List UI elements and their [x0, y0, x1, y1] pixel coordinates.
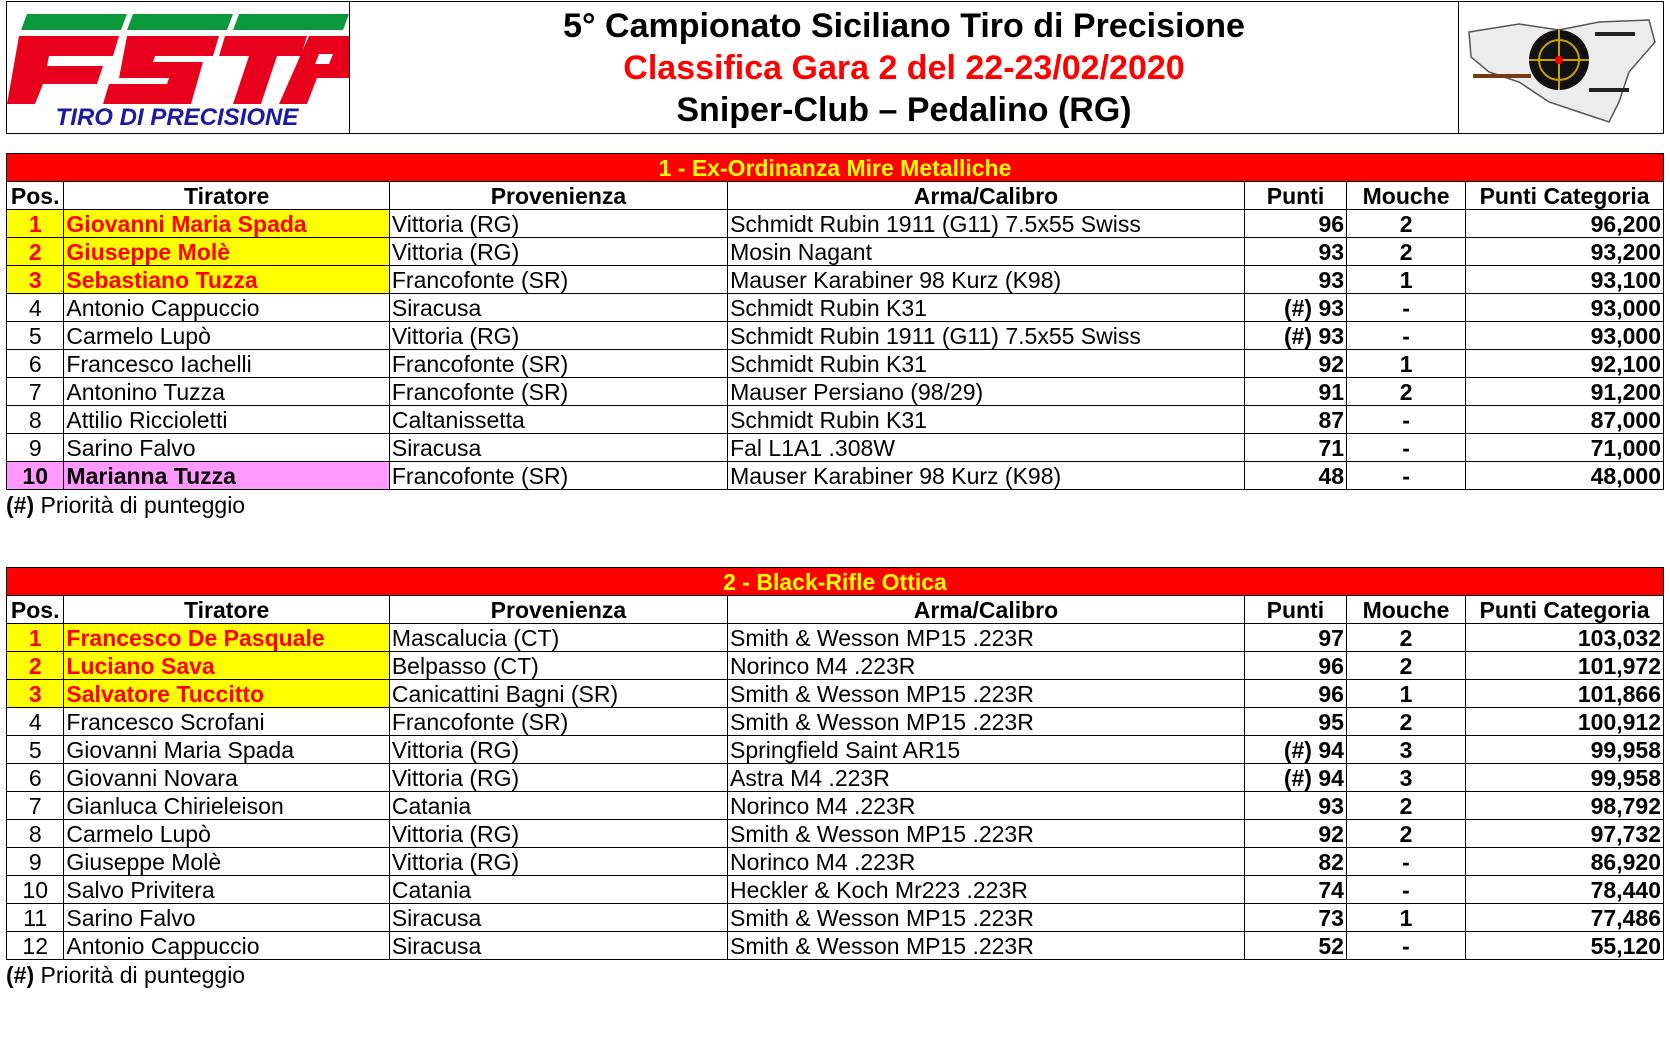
origin: Francofonte (SR) [389, 708, 727, 736]
page-subtitle: Classifica Gara 2 del 22-23/02/2020 [623, 49, 1185, 87]
mouche: 2 [1346, 792, 1465, 820]
shooter-name: Sarino Falvo [64, 434, 389, 462]
venue-title: Sniper-Club – Pedalino (RG) [676, 91, 1132, 129]
rank-position: 3 [7, 266, 64, 294]
rank-position: 12 [7, 932, 64, 960]
col-punti: Punti [1244, 596, 1346, 624]
page-title: 5° Campionato Siciliano Tiro di Precisione [563, 7, 1245, 45]
origin: Vittoria (RG) [389, 736, 727, 764]
mouche: - [1346, 876, 1465, 904]
rank-position: 4 [7, 708, 64, 736]
rank-position: 8 [7, 820, 64, 848]
sicily-emblem [1458, 2, 1663, 133]
shooter-name: Francesco Iachelli [64, 350, 389, 378]
origin: Francofonte (SR) [389, 462, 727, 490]
weapon-caliber: Mauser Persiano (98/29) [728, 378, 1245, 406]
origin: Caltanissetta [389, 406, 727, 434]
shooter-name: Giuseppe Molè [64, 238, 389, 266]
points: (#) 93 [1244, 294, 1346, 322]
table-row [7, 378, 1664, 406]
category-points: 93,000 [1466, 294, 1664, 322]
points: 91 [1244, 378, 1346, 406]
category-points: 101,866 [1466, 680, 1664, 708]
points: 52 [1244, 932, 1346, 960]
rank-position: 5 [7, 736, 64, 764]
rank-position: 9 [7, 434, 64, 462]
shooter-name: Marianna Tuzza [64, 462, 389, 490]
logo-subtitle: TIRO DI PRECISIONE [55, 104, 299, 131]
priority-note [6, 491, 1664, 519]
table-row [7, 764, 1664, 792]
table-row [7, 708, 1664, 736]
sicily-map-icon [1459, 2, 1663, 133]
weapon-caliber: Heckler & Koch Mr223 .223R [728, 876, 1245, 904]
mouche: 1 [1347, 350, 1466, 378]
weapon-caliber: Schmidt Rubin 1911 (G11) 7.5x55 Swiss [728, 322, 1245, 350]
weapon-caliber: Norinco M4 .223R [728, 848, 1245, 876]
category-header [7, 154, 1664, 182]
ranking-table [6, 567, 1664, 960]
table-row [7, 848, 1664, 876]
weapon-caliber: Smith & Wesson MP15 .223R [728, 904, 1245, 932]
weapon-caliber: Smith & Wesson MP15 .223R [728, 624, 1245, 652]
col-pos: Pos. [7, 182, 64, 210]
category-points: 100,912 [1466, 708, 1664, 736]
ranking-table [6, 153, 1664, 490]
points: 82 [1244, 848, 1346, 876]
mouche: 2 [1346, 624, 1465, 652]
rank-position: 10 [7, 462, 64, 490]
points: 97 [1244, 624, 1346, 652]
category-points: 101,972 [1466, 652, 1664, 680]
priority-note [6, 961, 1664, 989]
table-row [7, 932, 1664, 960]
category-points: 93,200 [1466, 238, 1664, 266]
column-headers [7, 182, 1664, 210]
points: 95 [1244, 708, 1346, 736]
rank-position: 10 [7, 876, 64, 904]
weapon-caliber: Schmidt Rubin K31 [728, 406, 1245, 434]
shooter-name: Giuseppe Molè [64, 848, 389, 876]
rank-position: 7 [7, 792, 64, 820]
origin: Siracusa [389, 932, 727, 960]
shooter-name: Salvatore Tuccitto [64, 680, 389, 708]
table-row [7, 434, 1664, 462]
col-mouche: Mouche [1347, 182, 1466, 210]
category-points: 96,200 [1466, 210, 1664, 238]
origin: Belpasso (CT) [389, 652, 727, 680]
category-points: 86,920 [1466, 848, 1664, 876]
shooter-name: Francesco Scrofani [64, 708, 389, 736]
shooter-name: Luciano Sava [64, 652, 389, 680]
points: (#) 93 [1244, 322, 1346, 350]
points: 87 [1244, 406, 1346, 434]
origin: Mascalucia (CT) [389, 624, 727, 652]
mouche: - [1347, 462, 1466, 490]
points: 73 [1244, 904, 1346, 932]
origin: Vittoria (RG) [389, 238, 727, 266]
points: 96 [1244, 210, 1346, 238]
weapon-caliber: Smith & Wesson MP15 .223R [728, 708, 1245, 736]
table-row [7, 406, 1664, 434]
points: 71 [1244, 434, 1346, 462]
points: 93 [1244, 792, 1346, 820]
points: 96 [1244, 680, 1346, 708]
table-row [7, 680, 1664, 708]
shooter-name: Attilio Riccioletti [64, 406, 389, 434]
shooter-name: Salvo Privitera [64, 876, 389, 904]
fstp-logo [7, 2, 350, 133]
mouche: - [1346, 932, 1465, 960]
origin: Vittoria (RG) [389, 820, 727, 848]
shooter-name: Sebastiano Tuzza [64, 266, 389, 294]
mouche: 2 [1347, 238, 1466, 266]
weapon-caliber: Mauser Karabiner 98 Kurz (K98) [728, 462, 1245, 490]
col-provenienza: Provenienza [389, 182, 727, 210]
mouche: 2 [1346, 708, 1465, 736]
category-points: 71,000 [1466, 434, 1664, 462]
origin: Siracusa [389, 434, 727, 462]
shooter-name: Carmelo Lupò [64, 322, 389, 350]
note-symbol: (#) [6, 962, 35, 988]
mouche: - [1347, 406, 1466, 434]
shooter-name: Antonino Tuzza [64, 378, 389, 406]
rank-position: 11 [7, 904, 64, 932]
rank-position: 2 [7, 652, 64, 680]
note-text: Priorità di punteggio [34, 962, 246, 988]
table-row [7, 266, 1664, 294]
mouche: - [1347, 322, 1466, 350]
mouche: 1 [1346, 904, 1465, 932]
shooter-name: Antonio Cappuccio [64, 932, 389, 960]
mouche: 2 [1346, 652, 1465, 680]
rank-position: 9 [7, 848, 64, 876]
category-points: 78,440 [1466, 876, 1664, 904]
category-points: 91,200 [1466, 378, 1664, 406]
note-text: Priorità di punteggio [34, 492, 246, 518]
col-provenienza: Provenienza [389, 596, 727, 624]
shooter-name: Antonio Cappuccio [64, 294, 389, 322]
category-points: 97,732 [1466, 820, 1664, 848]
rank-position: 5 [7, 322, 64, 350]
category-points: 55,120 [1466, 932, 1664, 960]
weapon-caliber: Smith & Wesson MP15 .223R [728, 820, 1245, 848]
category-points: 77,486 [1466, 904, 1664, 932]
category-points: 48,000 [1466, 462, 1664, 490]
points: 93 [1244, 266, 1346, 294]
rank-position: 1 [7, 210, 64, 238]
col-punti-categoria: Punti Categoria [1466, 182, 1664, 210]
weapon-caliber: Mauser Karabiner 98 Kurz (K98) [728, 266, 1245, 294]
mouche: 1 [1347, 266, 1466, 294]
weapon-caliber: Schmidt Rubin 1911 (G11) 7.5x55 Swiss [728, 210, 1245, 238]
table-row [7, 210, 1664, 238]
origin: Francofonte (SR) [389, 378, 727, 406]
shooter-name: Sarino Falvo [64, 904, 389, 932]
weapon-caliber: Smith & Wesson MP15 .223R [728, 680, 1245, 708]
points: 48 [1244, 462, 1346, 490]
shooter-name: Giovanni Maria Spada [64, 736, 389, 764]
mouche: 2 [1347, 210, 1466, 238]
weapon-caliber: Mosin Nagant [728, 238, 1245, 266]
mouche: 3 [1346, 764, 1465, 792]
category-points: 99,958 [1466, 736, 1664, 764]
origin: Siracusa [389, 904, 727, 932]
rank-position: 7 [7, 378, 64, 406]
col-punti-categoria: Punti Categoria [1466, 596, 1664, 624]
rank-position: 3 [7, 680, 64, 708]
rank-position: 4 [7, 294, 64, 322]
category-points: 93,000 [1466, 322, 1664, 350]
points: (#) 94 [1244, 736, 1346, 764]
mouche: 3 [1346, 736, 1465, 764]
header [6, 1, 1664, 134]
category-points: 98,792 [1466, 792, 1664, 820]
table-row [7, 462, 1664, 490]
weapon-caliber: Norinco M4 .223R [728, 652, 1245, 680]
origin: Canicattini Bagni (SR) [389, 680, 727, 708]
weapon-caliber: Astra M4 .223R [728, 764, 1245, 792]
points: 92 [1244, 820, 1346, 848]
col-tiratore: Tiratore [64, 596, 389, 624]
origin: Francofonte (SR) [389, 350, 727, 378]
mouche: 2 [1346, 820, 1465, 848]
category-points: 87,000 [1466, 406, 1664, 434]
points: 74 [1244, 876, 1346, 904]
rank-position: 8 [7, 406, 64, 434]
category-points: 92,100 [1466, 350, 1664, 378]
mouche: 1 [1346, 680, 1465, 708]
table-row [7, 904, 1664, 932]
category-section-1 [6, 153, 1664, 519]
origin: Catania [389, 876, 727, 904]
shooter-name: Francesco De Pasquale [64, 624, 389, 652]
col-arma: Arma/Calibro [728, 596, 1245, 624]
table-row [7, 820, 1664, 848]
origin: Vittoria (RG) [389, 848, 727, 876]
table-row [7, 652, 1664, 680]
rank-position: 6 [7, 764, 64, 792]
col-mouche: Mouche [1346, 596, 1465, 624]
points: 93 [1244, 238, 1346, 266]
weapon-caliber: Fal L1A1 .308W [728, 434, 1245, 462]
points: 92 [1244, 350, 1346, 378]
mouche: - [1347, 294, 1466, 322]
table-row [7, 322, 1664, 350]
col-punti: Punti [1244, 182, 1346, 210]
origin: Vittoria (RG) [389, 764, 727, 792]
column-headers [7, 596, 1664, 624]
col-pos: Pos. [7, 596, 64, 624]
table-row [7, 294, 1664, 322]
weapon-caliber: Schmidt Rubin K31 [728, 350, 1245, 378]
rank-position: 2 [7, 238, 64, 266]
weapon-caliber: Schmidt Rubin K31 [728, 294, 1245, 322]
origin: Francofonte (SR) [389, 266, 727, 294]
mouche: 2 [1347, 378, 1466, 406]
weapon-caliber: Smith & Wesson MP15 .223R [728, 932, 1245, 960]
rank-position: 1 [7, 624, 64, 652]
category-title: 1 - Ex-Ordinanza Mire Metalliche [7, 154, 1664, 182]
shooter-name: Gianluca Chirieleison [64, 792, 389, 820]
category-points: 103,032 [1466, 624, 1664, 652]
shooter-name: Giovanni Novara [64, 764, 389, 792]
table-row [7, 238, 1664, 266]
origin: Vittoria (RG) [389, 322, 727, 350]
weapon-caliber: Springfield Saint AR15 [728, 736, 1245, 764]
mouche: - [1346, 848, 1465, 876]
origin: Siracusa [389, 294, 727, 322]
table-row [7, 350, 1664, 378]
category-section-2 [6, 567, 1664, 989]
shooter-name: Giovanni Maria Spada [64, 210, 389, 238]
table-row [7, 876, 1664, 904]
category-points: 93,100 [1466, 266, 1664, 294]
col-tiratore: Tiratore [64, 182, 389, 210]
mouche: - [1347, 434, 1466, 462]
category-points: 99,958 [1466, 764, 1664, 792]
col-arma: Arma/Calibro [728, 182, 1245, 210]
shooter-name: Carmelo Lupò [64, 820, 389, 848]
table-row [7, 736, 1664, 764]
category-title: 2 - Black-Rifle Ottica [7, 568, 1664, 596]
table-row [7, 792, 1664, 820]
title-block [349, 2, 1459, 133]
origin: Catania [389, 792, 727, 820]
weapon-caliber: Norinco M4 .223R [728, 792, 1245, 820]
points: 96 [1244, 652, 1346, 680]
table-row [7, 624, 1664, 652]
points: (#) 94 [1244, 764, 1346, 792]
fstp-logo-graphic [7, 2, 349, 133]
origin: Vittoria (RG) [389, 210, 727, 238]
note-symbol: (#) [6, 492, 35, 518]
rank-position: 6 [7, 350, 64, 378]
category-header [7, 568, 1664, 596]
